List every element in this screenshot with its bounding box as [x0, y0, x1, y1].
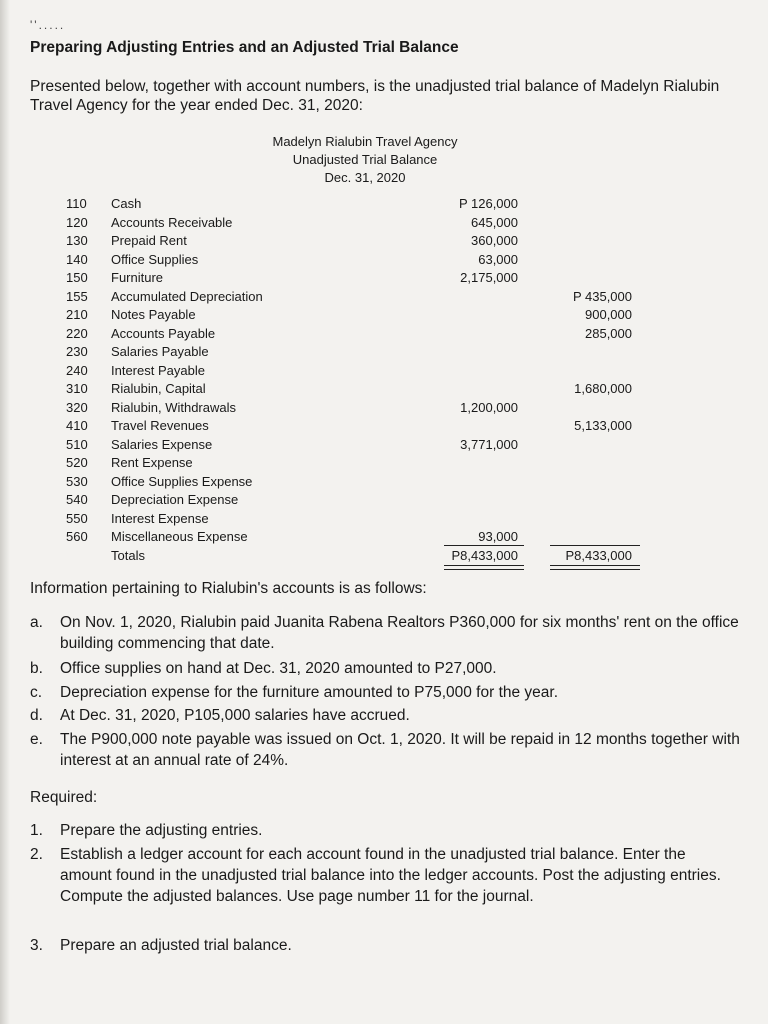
required-heading: Required: [30, 789, 98, 806]
trial-balance-header [240, 133, 490, 187]
account-name: Salaries Expense [111, 436, 213, 452]
company-name: Madelyn Rialubin Travel Agency [272, 134, 458, 149]
table-row [0, 381, 768, 399]
account-name: Depreciation Expense [111, 492, 239, 507]
table-row [0, 455, 768, 473]
item-label: c. [30, 684, 43, 701]
item-label: e. [30, 731, 43, 748]
account-number: 560 [66, 529, 88, 544]
debit-double-underline [444, 565, 524, 570]
account-number: 240 [66, 362, 88, 378]
account-name: Furniture [111, 270, 164, 285]
credit-total-rule [550, 545, 640, 546]
info-item-d [30, 705, 740, 726]
info-item-e [30, 729, 740, 771]
debit-amount: 63,000 [478, 251, 518, 267]
totals-row [0, 548, 768, 566]
account-number: 520 [66, 455, 88, 470]
table-row [0, 529, 768, 547]
account-number: 540 [66, 492, 88, 507]
table-row [0, 326, 768, 344]
credit-amount: P 435,000 [572, 288, 632, 304]
item-text: At Dec. 31, 2020, P105,000 salaries have accrued. [60, 707, 410, 724]
intro-paragraph: Presented below, together with account numbers, is the unadjusted trial balance of Madelyn Rialubin Travel Agency for the year ended Dec. 31, 2020: [30, 78, 720, 114]
table-row [0, 196, 768, 214]
table-row [0, 437, 768, 455]
item-text: Office supplies on hand at Dec. 31, 2020 amounted to P27,000. [60, 660, 497, 677]
item-text: On Nov. 1, 2020, Rialubin paid Juanita Rabena Realtors P360,000 for six months' rent on the office building commencing that date. [60, 614, 739, 652]
totals-label: Totals [111, 548, 145, 563]
table-row [0, 400, 768, 418]
item-label: 3. [30, 937, 43, 954]
credit-amount: 5,133,000 [574, 418, 632, 433]
item-text: Prepare an adjusted trial balance. [60, 937, 292, 954]
item-label: 1. [30, 822, 43, 839]
account-number: 130 [66, 233, 88, 248]
info-item-b [30, 658, 740, 679]
account-name: Rialubin, Withdrawals [111, 399, 236, 415]
account-name: Travel Revenues [111, 418, 209, 433]
account-number: 155 [66, 288, 88, 304]
account-name: Office Supplies [111, 251, 199, 267]
item-label: d. [30, 707, 43, 724]
account-number: 530 [66, 473, 88, 489]
info-item-c [30, 682, 740, 703]
item-label: 2. [30, 846, 43, 863]
table-row [0, 215, 768, 233]
account-number: 550 [66, 510, 88, 526]
debit-amount: 645,000 [471, 214, 518, 230]
item-text: The P900,000 note payable was issued on Oct. 1, 2020. It will be repaid in 12 months together with interest at an annual rate of 24%. [60, 731, 740, 769]
table-row [0, 289, 768, 307]
credit-total: P8,433,000 [565, 548, 632, 563]
table-row [0, 270, 768, 288]
account-name: Cash [111, 196, 142, 211]
account-number: 230 [66, 344, 88, 359]
account-name: Accounts Payable [111, 325, 216, 341]
table-row [0, 307, 768, 325]
account-name: Rialubin, Capital [111, 381, 206, 396]
account-number: 510 [66, 436, 88, 452]
debit-total-rule [444, 545, 524, 546]
account-name: Accounts Receivable [111, 214, 233, 230]
account-name: Miscellaneous Expense [111, 529, 248, 544]
account-number: 220 [66, 325, 88, 341]
account-name: Prepaid Rent [111, 233, 187, 248]
account-number: 140 [66, 251, 88, 267]
report-name: Unadjusted Trial Balance [292, 152, 438, 167]
debit-amount: 3,771,000 [460, 436, 518, 452]
credit-amount: 285,000 [585, 325, 632, 341]
table-row [0, 511, 768, 529]
required-item-3 [30, 935, 740, 956]
account-number: 310 [66, 381, 88, 396]
account-number: 120 [66, 214, 88, 230]
item-label: a. [30, 614, 43, 631]
account-name: Interest Payable [111, 362, 205, 378]
item-text: Depreciation expense for the furniture amounted to P75,000 for the year. [60, 684, 559, 701]
account-number: 410 [66, 418, 88, 433]
report-date: Dec. 31, 2020 [324, 170, 406, 185]
table-row [0, 344, 768, 362]
account-name: Rent Expense [111, 455, 193, 470]
table-row [0, 474, 768, 492]
item-text: Establish a ledger account for each account found in the unadjusted trial balance. Enter the amount found in the unadjusted trial balance into the ledger accounts. Post the adjusting entries. Compute the adjusted balances. Use page number 11 for the journal. [60, 846, 721, 905]
account-name: Salaries Payable [111, 344, 209, 359]
debit-amount: 360,000 [471, 233, 518, 248]
debit-total: P8,433,000 [451, 548, 518, 563]
account-number: 210 [66, 307, 88, 322]
info-heading: Information pertaining to Rialubin's accounts is as follows: [30, 580, 427, 597]
page-title: Preparing Adjusting Entries and an Adjusted Trial Balance [30, 39, 459, 56]
credit-double-underline [550, 565, 640, 570]
required-item-1 [30, 820, 740, 841]
account-name: Notes Payable [111, 307, 196, 322]
item-text: Prepare the adjusting entries. [60, 822, 263, 839]
required-item-2 [30, 844, 740, 907]
table-row [0, 233, 768, 251]
account-number: 150 [66, 270, 88, 285]
account-name: Interest Expense [111, 510, 209, 526]
account-number: 110 [66, 196, 87, 211]
debit-amount: 93,000 [478, 529, 518, 544]
account-name: Office Supplies Expense [111, 473, 253, 489]
item-label: b. [30, 660, 43, 677]
account-name: Accumulated Depreciation [111, 288, 263, 304]
account-number: 320 [66, 399, 88, 415]
table-row [0, 492, 768, 510]
debit-amount: 2,175,000 [460, 270, 518, 285]
debit-amount: P 126,000 [458, 196, 518, 211]
table-row [0, 363, 768, 381]
table-row [0, 252, 768, 270]
table-row [0, 418, 768, 436]
heading-fragment: ''..... [30, 18, 66, 32]
info-item-a [30, 612, 740, 654]
debit-amount: 1,200,000 [460, 399, 518, 415]
credit-amount: 900,000 [585, 307, 632, 322]
credit-amount: 1,680,000 [574, 381, 632, 396]
